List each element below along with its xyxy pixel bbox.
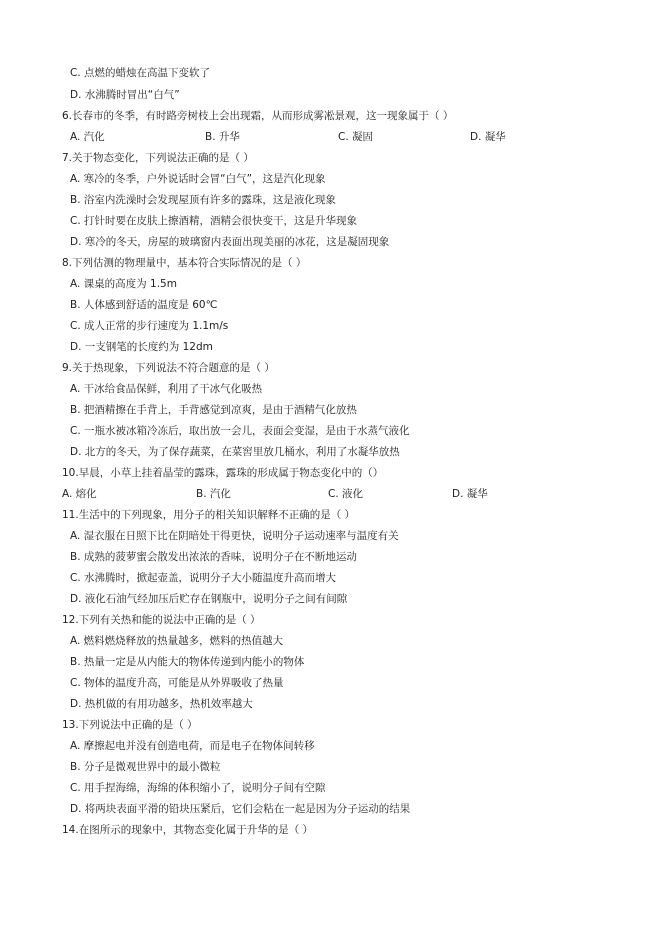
q13-option-d: D. 将两块表面平滑的铅块压紧后，它们会粘在一起是因为分子运动的结果 xyxy=(70,803,411,815)
q5-option-d: D. 水沸腾时冒出“白气” xyxy=(70,89,180,101)
q13-option-c: C. 用手捏海绵，海绵的体积缩小了，说明分子间有空隙 xyxy=(70,782,326,794)
q9-option-d: D. 北方的冬天，为了保存蔬菜，在菜窖里放几桶水，利用了水凝华放热 xyxy=(70,446,400,458)
q6-option-b: B. 升华 xyxy=(205,131,240,143)
q5-option-c: C. 点燃的蜡烛在高温下变软了 xyxy=(70,67,211,79)
q12-stem: 12.下列有关热和能的说法中正确的是（ ） xyxy=(62,614,261,626)
q7-option-b: B. 浴室内洗澡时会发现屋顶有许多的露珠，这是液化现象 xyxy=(70,194,336,206)
q14-stem: 14.在图所示的现象中，其物态变化属于升华的是（ ） xyxy=(62,824,314,836)
q9-option-b: B. 把酒精擦在手背上，手背感觉到凉爽，是由于酒精气化放热 xyxy=(70,404,357,416)
q10-option-b: B. 汽化 xyxy=(196,488,231,500)
q11-option-c: C. 水沸腾时，掀起壶盖，说明分子大小随温度升高而增大 xyxy=(70,572,337,584)
q13-stem: 13.下列说法中正确的是（ ） xyxy=(62,719,198,731)
q10-option-d: D. 凝华 xyxy=(452,488,488,500)
q7-option-d: D. 寒冷的冬天，房屋的玻璃窗内表面出现美丽的冰花，这是凝固现象 xyxy=(70,236,390,248)
q13-option-a: A. 摩擦起电并没有创造电荷，而是电子在物体间转移 xyxy=(70,740,315,752)
q6-option-a: A. 汽化 xyxy=(70,131,105,143)
q10-option-c: C. 液化 xyxy=(328,488,364,500)
q8-option-c: C. 成人正常的步行速度为 1.1m/s xyxy=(70,320,229,332)
q11-option-d: D. 液化石油气经加压后贮存在钢瓶中，说明分子之间有间隙 xyxy=(70,593,348,605)
q8-option-d: D. 一支钢笔的长度约为 12dm xyxy=(70,341,213,353)
q7-stem: 7.关于物态变化，下列说法正确的是（ ） xyxy=(62,152,254,164)
q6-option-d: D. 凝华 xyxy=(470,131,506,143)
q6-options xyxy=(62,130,622,144)
q10-options xyxy=(62,487,622,501)
q7-option-c: C. 打针时要在皮肤上擦酒精，酒精会很快变干，这是升华现象 xyxy=(70,215,358,227)
q12-option-b: B. 热量一定是从内能大的物体传递到内能小的物体 xyxy=(70,656,305,668)
q12-option-a: A. 燃料燃烧释放的热量越多，燃料的热值越大 xyxy=(70,635,284,647)
q9-option-a: A. 干冰给食品保鲜，利用了干冰气化吸热 xyxy=(70,383,263,395)
q8-stem: 8.下列估测的物理量中，基本符合实际情况的是（ ） xyxy=(62,257,307,269)
q13-option-b: B. 分子是微观世界中的最小微粒 xyxy=(70,761,221,773)
q8-option-a: A. 课桌的高度为 1.5m xyxy=(70,278,177,290)
q9-stem: 9.关于热现象，下列说法不符合题意的是（ ） xyxy=(62,362,275,374)
q12-option-c: C. 物体的温度升高，可能是从外界吸收了热量 xyxy=(70,677,284,689)
q10-stem: 10.早晨，小草上挂着晶莹的露珠，露珠的形成属于物态变化中的（） xyxy=(62,467,384,479)
q11-option-b: B. 成熟的菠萝蜜会散发出浓浓的香味，说明分子在不断地运动 xyxy=(70,551,357,563)
q7-option-a: A. 寒冷的冬季，户外说话时会冒“白气”，这是汽化现象 xyxy=(70,173,326,185)
q8-option-b: B. 人体感到舒适的温度是 60℃ xyxy=(70,299,218,311)
q6-option-c: C. 凝固 xyxy=(338,131,374,143)
q6-stem: 6.长春市的冬季，有时路旁树枝上会出现霜，从而形成雾凇景观，这一现象属于（ ） xyxy=(62,110,454,122)
q11-stem: 11.生活中的下列现象，用分子的相关知识解释不正确的是（ ） xyxy=(62,509,356,521)
q9-option-c: C. 一瓶水被冰箱冷冻后，取出放一会儿，表面会变湿，是由于水蒸气液化 xyxy=(70,425,410,437)
q11-option-a: A. 湿衣服在日照下比在阴暗处干得更快，说明分子运动速率与温度有关 xyxy=(70,530,399,542)
q10-option-a: A. 熔化 xyxy=(62,488,97,500)
q12-option-d: D. 热机做的有用功越多，热机效率越大 xyxy=(70,698,253,710)
